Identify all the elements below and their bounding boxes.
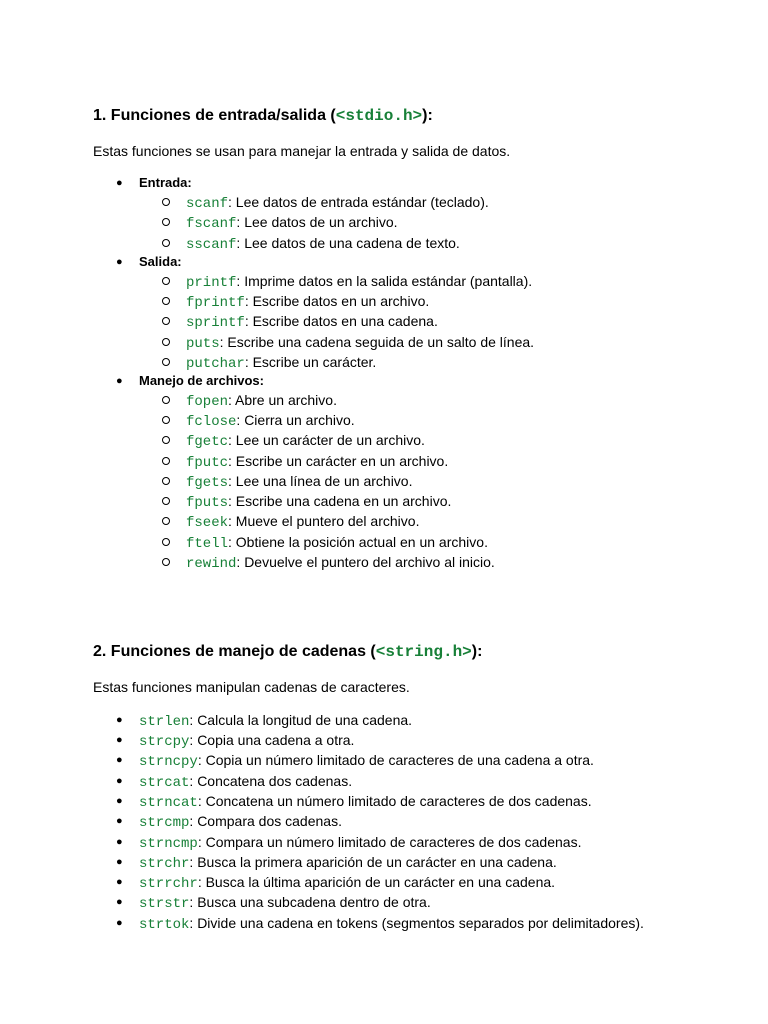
circle-bullet-icon [162, 297, 170, 305]
list-item: strchr: Busca la primera aparición de un carácter en una cadena. [139, 854, 557, 872]
list-item: fputc: Escribe un carácter en un archivo. [186, 453, 449, 471]
circle-bullet-icon [162, 218, 170, 226]
bullet-icon: ● [116, 815, 123, 827]
circle-bullet-icon [162, 416, 170, 424]
heading-code: <string.h> [375, 643, 472, 661]
circle-bullet-icon [162, 558, 170, 566]
bullet-icon: ● [116, 714, 123, 726]
list-item: fscanf: Lee datos de un archivo. [186, 214, 398, 232]
list-item: strncat: Concatena un número limitado de caracteres de dos cadenas. [139, 793, 592, 811]
circle-bullet-icon [162, 477, 170, 485]
list-item: strncmp: Compara un número limitado de caracteres de dos cadenas. [139, 834, 582, 852]
circle-bullet-icon [162, 457, 170, 465]
circle-bullet-icon [162, 497, 170, 505]
bullet-icon: ● [116, 876, 123, 888]
list-item: strcpy: Copia una cadena a otra. [139, 732, 355, 750]
group-label-archivos: Manejo de archivos: [139, 373, 264, 388]
bullet-icon: ● [116, 795, 123, 807]
circle-bullet-icon [162, 317, 170, 325]
list-item: fprintf: Escribe datos en un archivo. [186, 293, 430, 311]
heading-text: 1. Funciones de entrada/salida ( [93, 107, 336, 124]
circle-bullet-icon [162, 198, 170, 206]
group-label-entrada: Entrada: [139, 175, 192, 190]
circle-bullet-icon [162, 239, 170, 247]
list-item: strrchr: Busca la última aparición de un carácter en una cadena. [139, 874, 556, 892]
list-item: fopen: Abre un archivo. [186, 392, 337, 410]
bullet-icon: ● [116, 754, 123, 766]
section-heading-stdio [93, 106, 433, 126]
list-item: fclose: Cierra un archivo. [186, 412, 355, 430]
bullet-icon: ● [116, 375, 123, 387]
heading-text: 2. Funciones de manejo de cadenas ( [93, 643, 376, 660]
bullet-icon: ● [116, 836, 123, 848]
list-item: putchar: Escribe un carácter. [186, 354, 377, 372]
bullet-icon: ● [116, 917, 123, 929]
circle-bullet-icon [162, 396, 170, 404]
list-item: rewind: Devuelve el puntero del archivo al inicio. [186, 554, 495, 572]
list-item: scanf: Lee datos de entrada estándar (teclado). [186, 194, 489, 212]
heading-text: ): [471, 643, 483, 660]
list-item: strncpy: Copia un número limitado de caracteres de una cadena a otra. [139, 752, 594, 770]
section-heading-string [93, 642, 482, 662]
circle-bullet-icon [162, 277, 170, 285]
list-item: strcat: Concatena dos cadenas. [139, 773, 353, 791]
list-item: strlen: Calcula la longitud de una cadena. [139, 712, 413, 730]
circle-bullet-icon [162, 436, 170, 444]
list-item: strcmp: Compara dos cadenas. [139, 813, 342, 831]
bullet-icon: ● [116, 775, 123, 787]
section-intro: Estas funciones se usan para manejar la entrada y salida de datos. [93, 143, 511, 159]
circle-bullet-icon [162, 358, 170, 366]
heading-text: ): [422, 107, 433, 124]
heading-code: <stdio.h> [335, 107, 423, 125]
list-item: strstr: Busca una subcadena dentro de otra. [139, 894, 431, 912]
list-item: sprintf: Escribe datos en una cadena. [186, 313, 438, 331]
list-item: strtok: Divide una cadena en tokens (segmentos separados por delimitadores). [139, 915, 644, 933]
bullet-icon: ● [116, 256, 123, 268]
list-item: fputs: Escribe una cadena en un archivo. [186, 493, 452, 511]
circle-bullet-icon [162, 338, 170, 346]
list-item: puts: Escribe una cadena seguida de un salto de línea. [186, 334, 535, 352]
list-item: fgets: Lee una línea de un archivo. [186, 473, 413, 491]
list-item: fseek: Mueve el puntero del archivo. [186, 513, 420, 531]
bullet-icon: ● [116, 896, 123, 908]
section-intro: Estas funciones manipulan cadenas de caracteres. [93, 679, 410, 695]
list-item: sscanf: Lee datos de una cadena de texto. [186, 235, 460, 253]
bullet-icon: ● [116, 856, 123, 868]
bullet-icon: ● [116, 734, 123, 746]
list-item: printf: Imprime datos en la salida estándar (pantalla). [186, 273, 533, 291]
list-item: ftell: Obtiene la posición actual en un archivo. [186, 534, 488, 552]
circle-bullet-icon [162, 538, 170, 546]
group-label-salida: Salida: [139, 254, 182, 269]
list-item: fgetc: Lee un carácter de un archivo. [186, 432, 425, 450]
bullet-icon: ● [116, 177, 123, 189]
circle-bullet-icon [162, 517, 170, 525]
